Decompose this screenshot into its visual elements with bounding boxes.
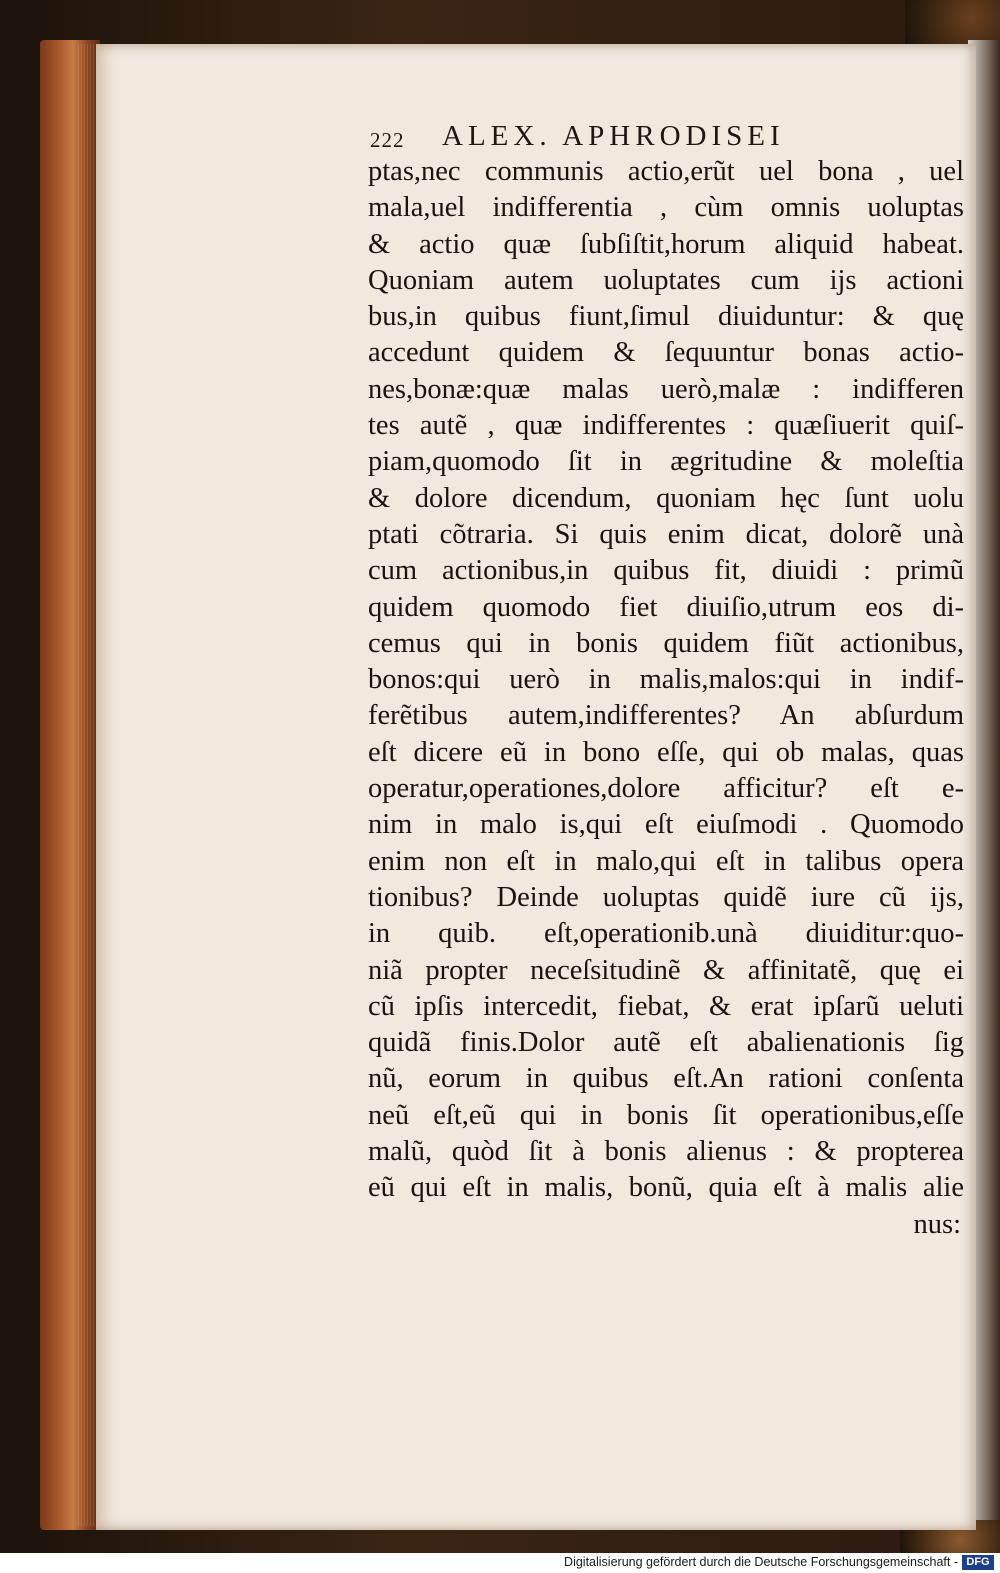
text-line: tes autẽ , quæ indifferentes : quæſiuerit quiſ- <box>368 410 964 442</box>
text-line: nes,bonæ:quæ malas uerò,malæ : indifferen <box>368 373 964 405</box>
text-line: ptas,nec communis actio,erũt uel bona , uel <box>368 156 964 187</box>
text-line: & actio quæ ſubſiſtit,horum aliquid habeat. <box>368 228 964 260</box>
text-line: accedunt quidem & ſequuntur bonas actio- <box>368 337 964 369</box>
text-line: quidã finis.Dolor autẽ eſt abalienationis ſig <box>368 1027 964 1059</box>
text-line: niã propter neceſsitudinẽ & affinitatẽ, quę ei <box>368 954 964 986</box>
text-line: cũ ipſis intercedit, fiebat, & erat ipſarũ ueluti <box>368 990 964 1022</box>
text-line: neũ eſt,eũ qui in bonis ſit operationibus,eſſe <box>368 1099 964 1131</box>
text-line: operatur,operationes,dolore afficitur? eſt e- <box>368 773 964 805</box>
text-line: Quoniam autem uoluptates cum ijs actioni <box>368 264 964 296</box>
page-number: 222 <box>370 128 405 152</box>
catchword: nus: <box>913 1208 961 1240</box>
text-line: quidem quomodo fiet diuiſio,utrum eos di- <box>368 591 964 623</box>
text-line: piam,quomodo ſit in ægritudine & moleſtia <box>368 446 964 478</box>
text-line: nũ, eorum in quibus eſt.An rationi conſenta <box>368 1063 964 1095</box>
text-line: in quib. eſt,operationib.unà diuiditur:quo- <box>368 918 964 950</box>
text-line: mala,uel indifferentia , cùm omnis uoluptas <box>368 192 964 224</box>
text-line: cum actionibus,in quibus fit, diuidi : primũ <box>368 555 964 587</box>
book-corner-top <box>905 0 1000 44</box>
text-line: ferẽtibus autem,indifferentes? An abſurdum <box>368 700 964 732</box>
text-line: bus,in quibus fiunt,ſimul diuiduntur: & quę <box>368 301 964 333</box>
digitization-footer <box>0 1553 1000 1573</box>
text-line: enim non eſt in malo,qui eſt in talibus opera <box>368 845 964 877</box>
text-line: eũ qui eſt in malis, bonũ, quia eſt à malis alie <box>368 1172 964 1204</box>
text-line: tionibus? Deinde uoluptas quidẽ iure cũ ijs, <box>368 881 964 913</box>
text-line: & dolore dicendum, quoniam hęc ſunt uolu <box>368 482 964 514</box>
text-line: eſt dicere eũ in bono eſſe, qui ob malas, quas <box>368 736 964 768</box>
text-line: nim in malo is,qui eſt eiuſmodi . Quomodo <box>368 809 964 841</box>
running-title: ALEX. APHRODISEI <box>442 120 785 152</box>
text-line: cemus qui in bonis quidem fiũt actionibus, <box>368 627 964 659</box>
body-text <box>368 154 968 1243</box>
funding-credit: Digitalisierung gefördert durch die Deutsche Forschungsgemeinschaft - <box>564 1555 958 1569</box>
page-stack-edge <box>78 44 98 1526</box>
text-line: bonos:qui uerò in malis,malos:qui in indif- <box>368 664 964 696</box>
dfg-logo: DFG <box>962 1555 994 1570</box>
text-line: ptati cõtraria. Si quis enim dicat, dolorẽ unà <box>368 518 964 550</box>
text-line: malũ, quòd ſit à bonis alienus : & propterea <box>368 1136 964 1168</box>
